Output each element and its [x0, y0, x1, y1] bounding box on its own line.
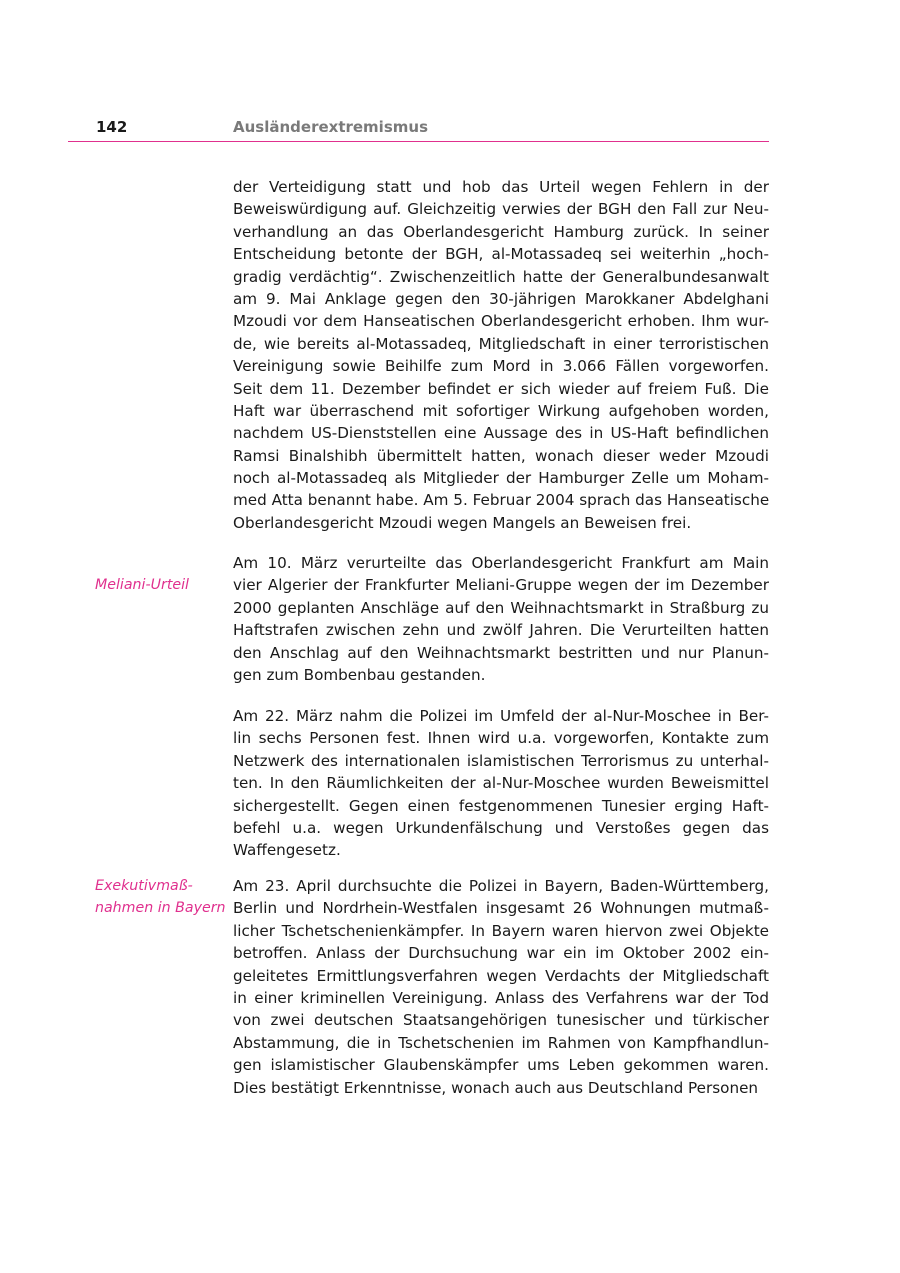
text-line: der Verteidigung statt und hob das Urteil wegen Fehlern in der [233, 178, 769, 196]
text-line: ten. In den Räumlichkeiten der al-Nur-Moschee wurden Beweismittel [233, 774, 769, 793]
margin-note-exekutivmassnahmen [95, 875, 225, 920]
text-line: Berlin und Nordrhein-Westfalen insgesamt 26 Wohnungen mutmaß- [233, 899, 769, 918]
paragraph-2 [233, 552, 769, 686]
text-line: Dies bestätigt Erkenntnisse, wonach auch aus Deutschland Personen [233, 1078, 759, 1097]
margin-note-text: nahmen in Bayern [95, 900, 226, 917]
text-line: 2000 geplanten Anschläge auf den Weihnachtsmarkt in Straßburg zu [233, 598, 769, 617]
text-line: Entscheidung betonte der BGH, al-Motassadeq sei weiterhin „hoch- [233, 245, 769, 264]
text-line: verhandlung an das Oberlandesgericht Hamburg zurück. In seiner [233, 222, 769, 241]
text-line: Haftstrafen zwischen zehn und zwölf Jahren. Die Verurteilten hatten [233, 621, 769, 640]
text-line: Vereinigung sowie Beihilfe zum Mord in 3.066 Fällen vorgeworfen. [233, 357, 769, 376]
text-line: den Anschlag auf den Weihnachtsmarkt bestritten und nur Planun- [233, 643, 769, 662]
paragraph-1 [233, 176, 769, 534]
text-line: licher Tschetschenienkämpfer. In Bayern waren hiervon zwei Objekte [233, 921, 769, 940]
text-line: Seit dem 11. Dezember befindet er sich wieder auf freiem Fuß. Die [233, 379, 769, 398]
text-line: Haft war überraschend mit sofortiger Wirkung aufgehoben worden, [233, 401, 769, 420]
text-line: noch al-Motassadeq als Mitglieder der Hamburger Zelle um Moham- [233, 469, 769, 488]
text-line: gen islamistischer Glaubenskämpfer ums Leben gekommen waren. [233, 1056, 769, 1075]
text-line: gen zum Bombenbau gestanden. [233, 665, 486, 684]
text-line: betroffen. Anlass der Durchsuchung war ein im Oktober 2002 ein- [233, 944, 769, 963]
text-line: Am 23. April durchsuchte die Polizei in Bayern, Baden-Württemberg, [233, 877, 769, 895]
text-line: nachdem US-Dienststellen eine Aussage des in US-Haft befindlichen [233, 424, 769, 443]
text-line: befehl u.a. wegen Urkundenfälschung und Verstoßes gegen das [233, 818, 769, 837]
running-title: Ausländerextremismus [233, 118, 428, 136]
text-line: de, wie bereits al-Motassadeq, Mitgliedschaft in einer terroristischen [233, 334, 769, 353]
margin-note-text: Meliani-Urteil [95, 577, 189, 593]
text-line: Oberlandesgericht Mzoudi wegen Mangels an Beweisen frei. [233, 513, 692, 532]
text-line: von zwei deutschen Staatsangehörigen tunesischer und türkischer [233, 1011, 769, 1030]
text-line: Abstammung, die in Tschetschenien im Rahmen von Kampfhandlun- [233, 1033, 769, 1052]
text-line: Mzoudi vor dem Hanseatischen Oberlandesgericht erhoben. Ihm wur- [233, 312, 769, 331]
text-line: Am 22. März nahm die Polizei im Umfeld der al-Nur-Moschee in Ber- [233, 707, 769, 725]
page-number: 142 [96, 118, 128, 136]
text-line: Waffengesetz. [233, 841, 341, 860]
text-line: Netzwerk des internationalen islamistischen Terrorismus zu unterhal- [233, 751, 769, 770]
text-line: sichergestellt. Gegen einen festgenommenen Tunesier erging Haft- [233, 796, 769, 815]
paragraph-4 [233, 875, 769, 1099]
text-line: med Atta benannt habe. Am 5. Februar 2004 sprach das Hanseatische [233, 491, 770, 510]
text-line: geleitetes Ermittlungsverfahren wegen Verdachts der Mitgliedschaft [233, 966, 769, 985]
text-line: Beweiswürdigung auf. Gleichzeitig verwies der BGH den Fall zur Neu- [233, 200, 769, 219]
text-line: Am 10. März verurteilte das Oberlandesgericht Frankfurt am Main [233, 554, 769, 572]
text-line: gradig verdächtig“. Zwischenzeitlich hatte der Generalbundesanwalt [233, 267, 769, 286]
header-rule [68, 141, 769, 142]
text-line: am 9. Mai Anklage gegen den 30-jährigen Marokkaner Abdelghani [233, 289, 769, 308]
page-header [0, 0, 900, 150]
text-line: in einer kriminellen Vereinigung. Anlass des Verfahrens war der Tod [233, 988, 769, 1007]
text-line: Ramsi Binalshibh übermittelt hatten, wonach dieser weder Mzoudi [233, 446, 769, 465]
text-line: vier Algerier der Frankfurter Meliani-Gruppe wegen der im Dezember [233, 576, 769, 595]
paragraph-3 [233, 705, 769, 862]
margin-note-text: Exekutivmaß- [95, 878, 193, 894]
margin-note-meliani-urteil [95, 574, 225, 596]
text-line: lin sechs Personen fest. Ihnen wird u.a. vorgeworfen, Kontakte zum [233, 729, 769, 748]
